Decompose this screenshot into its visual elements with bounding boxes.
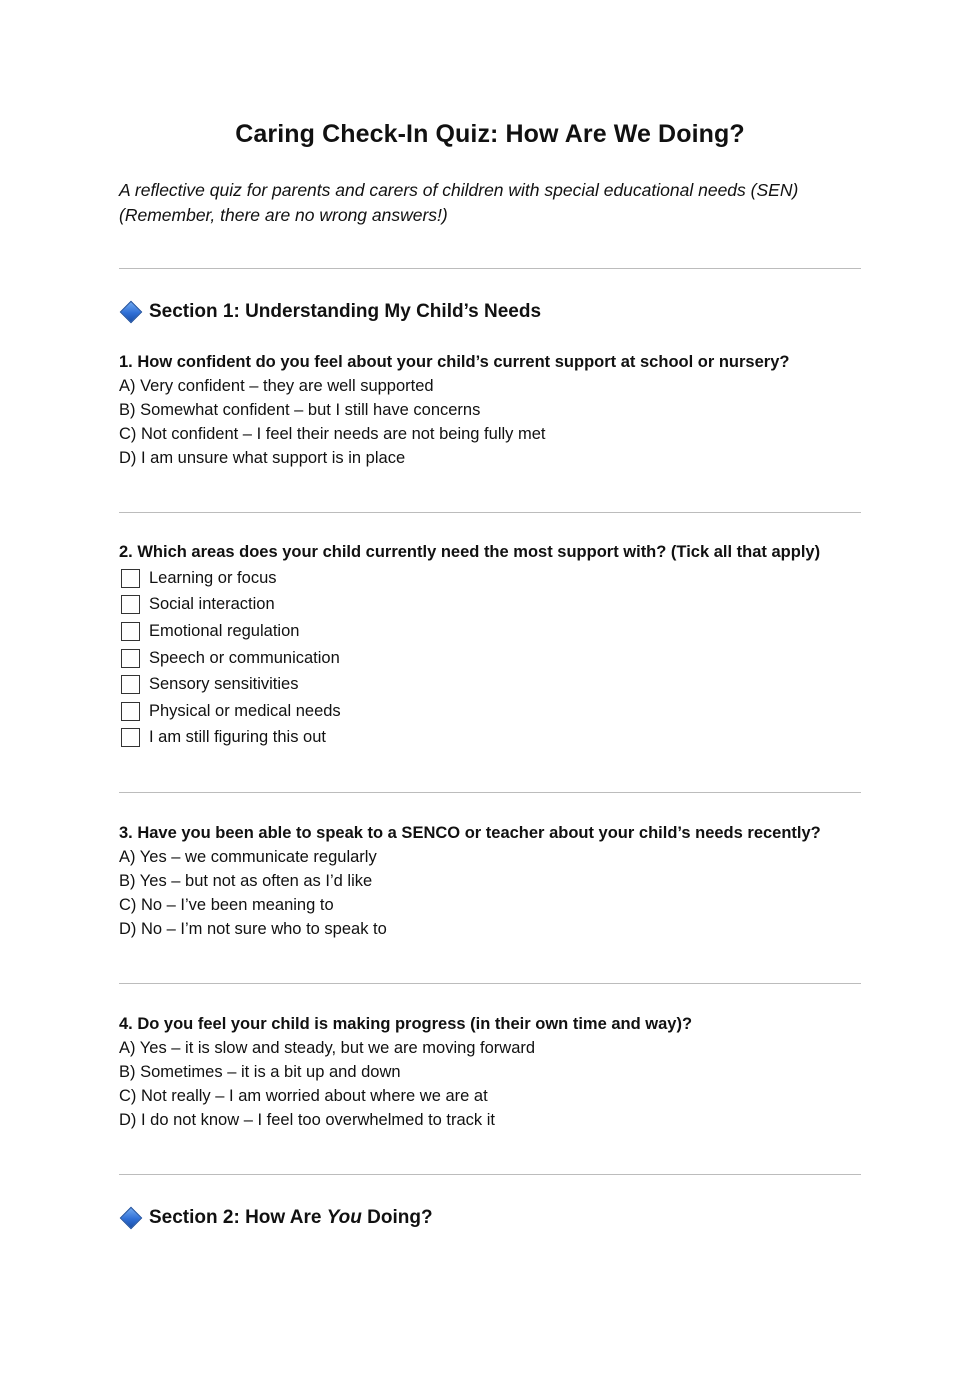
checkbox[interactable] <box>121 649 140 668</box>
question-1-option-a: A) Very confident – they are well supported <box>119 377 434 395</box>
subtitle <box>119 178 879 227</box>
checkbox[interactable] <box>121 622 140 641</box>
checkbox-row[interactable] <box>121 645 341 672</box>
divider <box>119 1174 861 1175</box>
question-3-text: 3. Have you been able to speak to a SENCO or teacher about your child’s needs recently? <box>119 824 821 842</box>
checkbox[interactable] <box>121 728 140 747</box>
divider <box>119 268 861 269</box>
checkbox[interactable] <box>121 702 140 721</box>
section-2-title-emphasis: You <box>326 1207 362 1228</box>
question-1-text: 1. How confident do you feel about your child’s current support at school or nursery? <box>119 353 790 371</box>
checkbox-row[interactable] <box>121 618 341 645</box>
checkbox-row[interactable] <box>121 592 341 619</box>
page-title: Caring Check-In Quiz: How Are We Doing? <box>235 120 745 148</box>
checkbox-label: Emotional regulation <box>149 621 300 640</box>
question-2-checkbox-list <box>121 565 341 751</box>
checkbox[interactable] <box>121 675 140 694</box>
section-2-title <box>149 1207 433 1229</box>
divider <box>119 512 861 513</box>
question-1-option-c: C) Not confident – I feel their needs are not being fully met <box>119 425 546 443</box>
question-4-option-a: A) Yes – it is slow and steady, but we are moving forward <box>119 1039 536 1057</box>
checkbox-label: Physical or medical needs <box>149 701 341 720</box>
section-2-title-start: Section 2: How Are <box>149 1207 327 1228</box>
question-4-option-c: C) Not really – I am worried about where we are at <box>119 1087 488 1105</box>
question-4-option-d: D) I do not know – I feel too overwhelmed to track it <box>119 1111 496 1129</box>
question-3 <box>119 821 879 941</box>
checkbox-row[interactable] <box>121 698 341 725</box>
question-4-option-b: B) Sometimes – it is a bit up and down <box>119 1063 401 1081</box>
question-3-option-d: D) No – I’m not sure who to speak to <box>119 920 387 938</box>
subtitle-line-2: (Remember, there are no wrong answers!) <box>119 204 448 225</box>
divider <box>119 792 861 793</box>
blue-diamond-icon <box>120 1207 143 1230</box>
checkbox-row[interactable] <box>121 565 341 592</box>
question-3-option-c: C) No – I’ve been meaning to <box>119 896 334 914</box>
checkbox[interactable] <box>121 595 140 614</box>
checkbox-row[interactable] <box>121 725 341 752</box>
checkbox-label: Social interaction <box>149 595 275 614</box>
question-4-text: 4. Do you feel your child is making progress (in their own time and way)? <box>119 1015 693 1033</box>
question-3-option-a: A) Yes – we communicate regularly <box>119 848 377 866</box>
checkbox-label: Sensory sensitivities <box>149 675 299 694</box>
question-1 <box>119 350 879 470</box>
section-2-heading <box>119 1207 433 1229</box>
section-2-title-end: Doing? <box>361 1207 433 1228</box>
question-2 <box>119 540 879 564</box>
checkbox-label: Learning or focus <box>149 568 277 587</box>
blue-diamond-icon <box>120 301 143 324</box>
checkbox[interactable] <box>121 569 140 588</box>
question-4 <box>119 1012 879 1132</box>
question-2-text: 2. Which areas does your child currently need the most support with? (Tick all that apply) <box>119 543 821 561</box>
section-1-title: Section 1: Understanding My Child’s Needs <box>149 301 542 322</box>
question-1-option-b: B) Somewhat confident – but I still have concerns <box>119 401 481 419</box>
divider <box>119 983 861 984</box>
section-1-heading <box>119 301 541 323</box>
checkbox-row[interactable] <box>121 671 341 698</box>
checkbox-label: I am still figuring this out <box>149 728 326 747</box>
question-3-option-b: B) Yes – but not as often as I’d like <box>119 872 373 890</box>
subtitle-line-1: A reflective quiz for parents and carers of children with special educational needs (SEN) <box>119 180 799 200</box>
checkbox-label: Speech or communication <box>149 648 340 667</box>
question-1-option-d: D) I am unsure what support is in place <box>119 449 406 467</box>
